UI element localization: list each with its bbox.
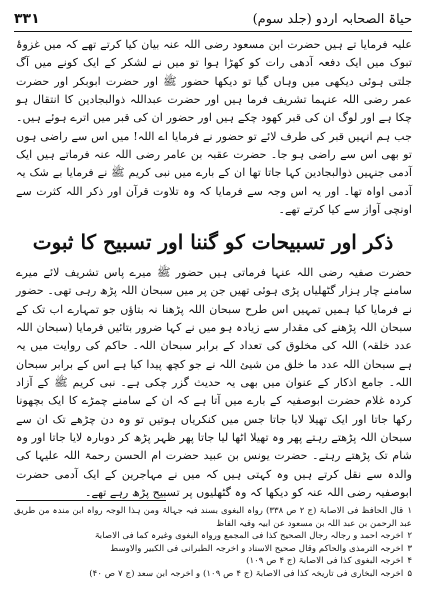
page-number: ۳۳۱ <box>14 11 40 27</box>
body-paragraph-2: حضرت صفیہ رضی اللہ عنہا فرماتی ہیں حضور ﷺ میرے پاس تشریف لائے میرے سامنے چار ہزار گٹھلیاں پڑی ہوئی تھیں جن پر میں سبحان اللہ پڑھ رہی تھی۔ حضور نے فرمایا کیا ہمیں تمہیں اس طرح سبحان اللہ پڑھنا نہ بتاؤں جو تمہارے اب تک کے سبحان اللہ پڑھنے کی مقدار سے زیادہ ہو میں نے کہا ضرور بتائیں فرمایا (سبحان اللہ عدد خلقہ) اللہ کی مخلوق کی تعداد کے برابر سبحان اللہ۔ حاکم کی روایت میں یہ ہے سبحان اللہ عدد ما خلق من شیئ اللہ نے جو کچھ پیدا کیا ہے اس کے برابر سبحان اللہ۔ جامع اذکار کے عنوان میں بھی یہ حدیث گزر چکی ہے۔ نبی کریم ﷺ کے آزاد کردہ غلام حضرت ابوصفیہ کے بارے میں آتا ہے کہ ان کے سامنے چمڑے کا ایک بچھونا رکھا جاتا اور ایک تھیلا لایا جاتا جس میں کنکریاں ہوتیں تو وہ دن چڑھے تک ان سے سبحان اللہ پڑھتے رہتے پھر وہ تھیلا اٹھا لیا جاتا پھر ظہر پڑھ کر دوبارہ لایا جاتا اور وہ شام تک پڑھتے رہتے۔ حضرت یونس بن عبید حضرت ام الحسن رحمۃ اللہ علیہا کی والدہ سے نقل کرتے ہیں وہ کہتی ہیں کہ میں نے مہاجرین کے ایک آدمی حضرت ابوصفیہ رضی اللہ عنہ کو دیکھا کہ وہ گٹھلیوں پر تسبیح پڑھ رہے تھے۔ <box>16 266 412 500</box>
footnotes <box>14 505 412 581</box>
running-title: حیاۃ الصحابہ اردو (جلد سوم) <box>252 11 412 27</box>
footnote-number: ۳ <box>407 543 412 554</box>
header-rule <box>14 31 412 32</box>
footnote-number: ۵ <box>407 568 412 579</box>
footnote-number: ۴ <box>407 556 412 567</box>
footnote-rule <box>16 500 166 501</box>
footnote <box>14 568 412 581</box>
footnote-number: ۱ <box>407 506 412 516</box>
footnote-text: قال الحافظ فی الاصابۃ (ج ۲ ص ۳۳۸) رواہ البغوی بسند فیہ جہالۃ ومن ہذا الوجہ رواہ ابن مندہ من طریق عبد الرحمن بن عبد اللہ بن مسعود عن ابیہ وفیہ الفاظ <box>14 506 412 529</box>
body-paragraph-1: علیہ فرمایا تے ہیں حضرت ابن مسعود رضی اللہ عنہ بیان کیا کرتے تھے کہ میں غزوۂ تبوک میں ایک دفعہ آدھی رات کو کھڑا ہوا تو میں نے لشکر کے ایک کونے میں آگ جلتی ہوئی دیکھی میں وہاں گیا تو دیکھا حضور ﷺ اور حضرت ابوبکر اور حضرت عمر رضی اللہ عنہما تشریف فرما ہیں اور حضرت عبداللہ ذوالبجادین کا انتقال ہو چکا ہے اور لوگ ان کی قبر کھود چکے ہیں اور حضور ان کی قبر میں اترے ہوئے ہیں۔ جب ہم انہیں قبر کی طرف لائے تو حضور نے فرمایا اے اللہ! میں اس سے راضی ہوں تو بھی اس سے راضی ہو جا۔ حضرت عقبہ بن عامر رضی اللہ عنہ فرماتے ہیں ایک آدمی جنہیں ذوالبجادین کہا جاتا تھا ان کے بارے میں نبی کریم ﷺ نے فرمایا بے شک یہ آدمی اواہ تھا۔ اور یہ اس وجہ سے فرمایا کہ وہ تلاوت قرآن اور ذکر اللہ کثرت سے اونچی آواز سے کیا کرتے تھے۔ <box>16 38 412 217</box>
page-header <box>14 8 412 30</box>
footnote <box>14 543 412 556</box>
footnote-text: اخرجہ الترمذی والحاکم وقال صحیح الاسناد و اخرجہ الطبرانی فی الکبیر والاوسط <box>110 543 404 554</box>
footnote <box>14 530 412 543</box>
footnote <box>14 555 412 568</box>
footnote-text: اخرجہ احمد و رجالہ رجال الصحیح کذا فی المجمع ورواہ البغوی وغیرہ کما فی الاصابۃ <box>94 531 404 542</box>
footnote-text: اخرجہ البخاری فی تاریخہ کذا فی الاصابۃ (ج ۴ ص ۱۰۹) و اخرجہ ابن سعد (ج ۷ ص ۴۰) <box>89 568 404 579</box>
footnote-number: ۲ <box>407 531 412 542</box>
footnote-text: اخرجہ البغوی کذا فی الاصابۃ (ج ۴ ص ۱۰۹) <box>246 556 404 567</box>
section-heading: ذکر اور تسبیحات کو گننا اور تسبیح کا ثبوت <box>32 230 394 254</box>
footnote <box>14 505 412 530</box>
